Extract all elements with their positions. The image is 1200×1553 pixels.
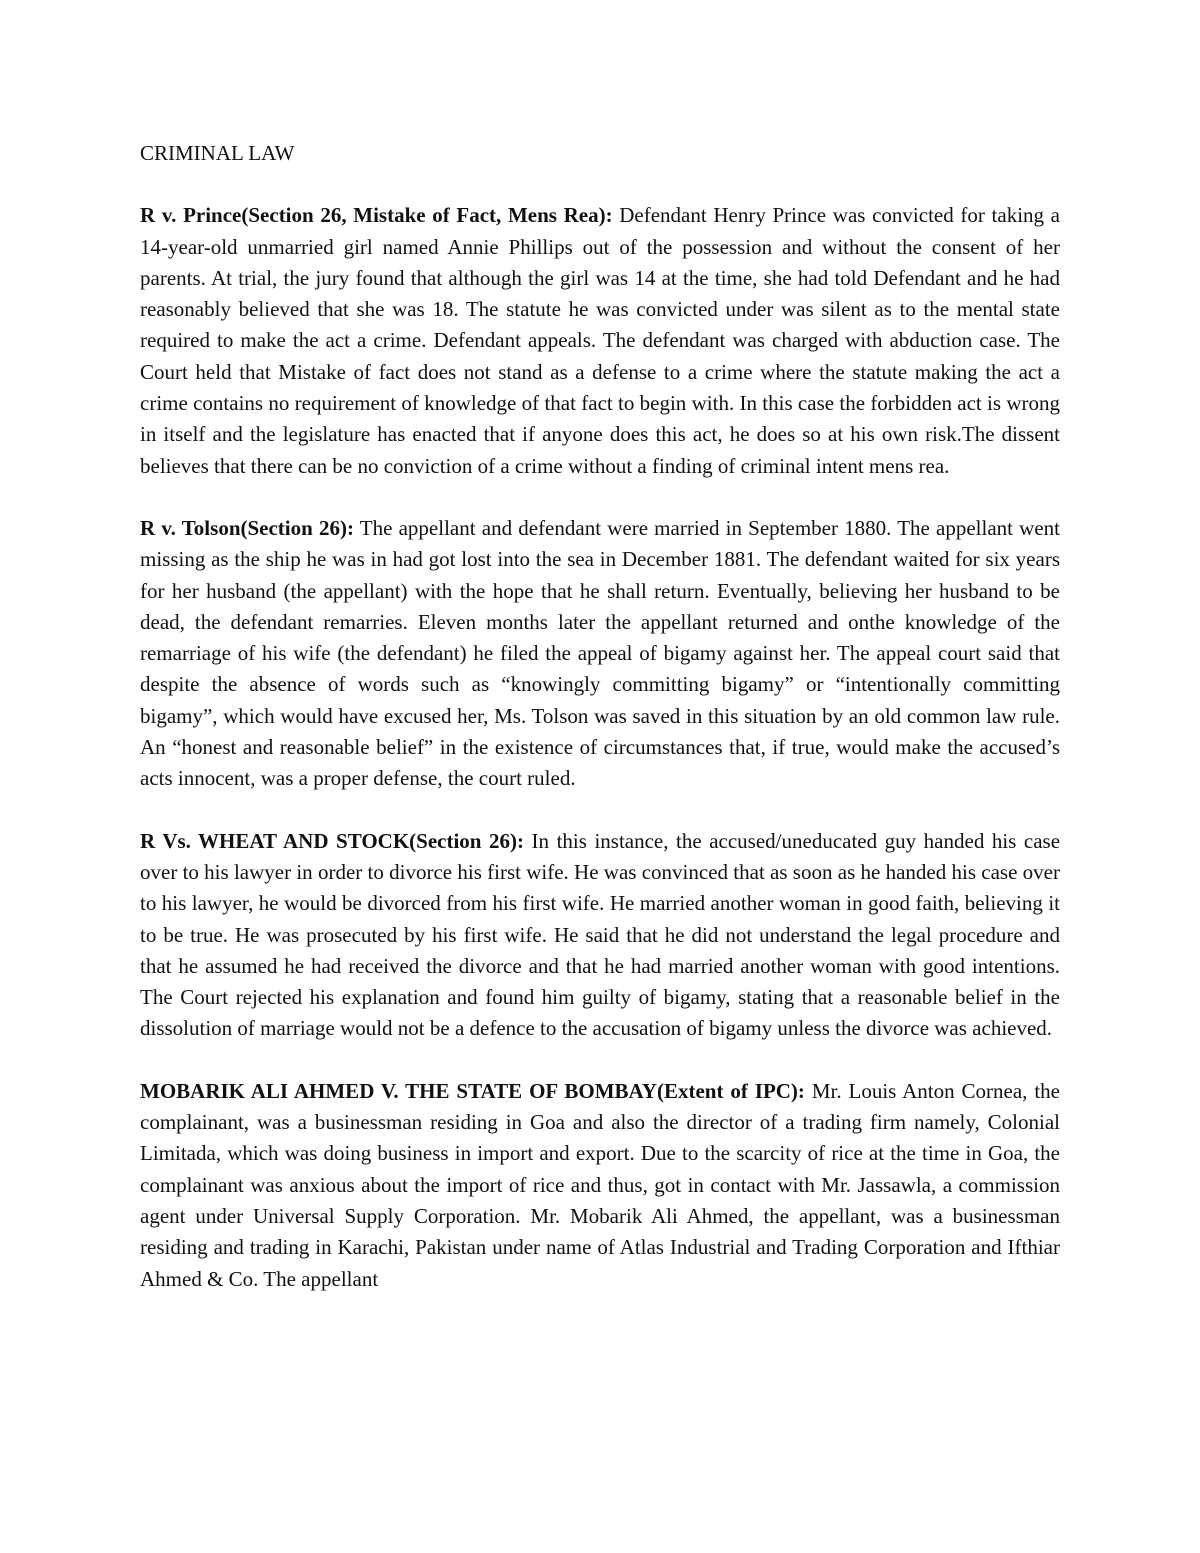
case-paragraph-mobarik-ali-ahmed: [140, 1076, 1060, 1295]
case-heading: R v. Prince(Section 26, Mistake of Fact, Mens Rea):: [140, 203, 613, 228]
case-paragraph-tolson: [140, 513, 1060, 795]
case-body: In this instance, the accused/uneducated guy handed his case over to his lawyer in order to divorce his first wife. He was convinced that as soon as he handed his case over to his lawyer, he would be divorced from his first wife. He married another woman in good faith, believing it to be true. He was prosecuted by his first wife. He said that he did not understand the legal procedure and that he assumed he had received the divorce and that he had married another woman with good intentions. The Court rejected his explanation and found him guilty of bigamy, stating that a reasonable belief in the dissolution of marriage would not be a defence to the accusation of bigamy unless the divorce was achieved.: [140, 828, 1061, 1041]
case-paragraph-wheat-and-stock: [140, 826, 1060, 1045]
case-body: The appellant and defendant were married in September 1880. The appellant went missing as the ship he was in had got lost into the sea in December 1881. The defendant waited for six years for her husband (the appellant) with the hope that he shall return. Eventually, believing her husband to be dead, the defendant remarries. Eleven months later the appellant returned and onthe knowledge of the remarriage of his wife (the defendant) he filed the appeal of bigamy against her. The appeal court said that despite the absence of words such as “knowingly committing bigamy” or “intentionally committing bigamy”, which would have excused her, Ms. Tolson was saved in this situation by an old common law rule. An “honest and reasonable belief” in the existence of circumstances that, if true, would make the accused’s acts innocent, was a proper defense, the court ruled.: [140, 515, 1060, 791]
document-title: CRIMINAL LAW: [140, 141, 295, 165]
case-paragraph-prince: [140, 200, 1060, 482]
case-heading: R v. Tolson(Section 26):: [140, 515, 354, 540]
case-heading: R Vs. WHEAT AND STOCK(Section 26):: [140, 828, 525, 853]
case-body: Mr. Louis Anton Cornea, the complainant, was a businessman residing in Goa and also the director of a trading firm namely, Colonial Limitada, which was doing business in import and export. Due to the scarcity of rice at the time in Goa, the complainant was anxious about the import of rice and thus, got in contact with Mr. Jassawla, a commission agent under Universal Supply Corporation. Mr. Mobarik Ali Ahmed, the appellant, was a businessman residing and trading in Karachi, Pakistan under name of Atlas Industrial and Trading Corporation and Ifthiar Ahmed & Co. The appellant: [140, 1078, 1060, 1291]
case-body: Defendant Henry Prince was convicted for taking a 14-year-old unmarried girl named Annie Phillips out of the possession and without the consent of her parents. At trial, the jury found that although the girl was 14 at the time, she had told Defendant and he had reasonably believed that she was 18. The statute he was convicted under was silent as to the mental state required to make the act a crime. Defendant appeals. The defendant was charged with abduction case. The Court held that Mistake of fact does not stand as a defense to a crime where the statute making the act a crime contains no requirement of knowledge of that fact to begin with. In this case the forbidden act is wrong in itself and the legislature has enacted that if anyone does this act, he does so at his own risk.The dissent believes that there can be no conviction of a crime without a finding of criminal intent mens rea.: [140, 203, 1061, 478]
document-page: [140, 138, 1060, 1326]
case-heading: MOBARIK ALI AHMED V. THE STATE OF BOMBAY(Extent of IPC):: [140, 1078, 805, 1103]
